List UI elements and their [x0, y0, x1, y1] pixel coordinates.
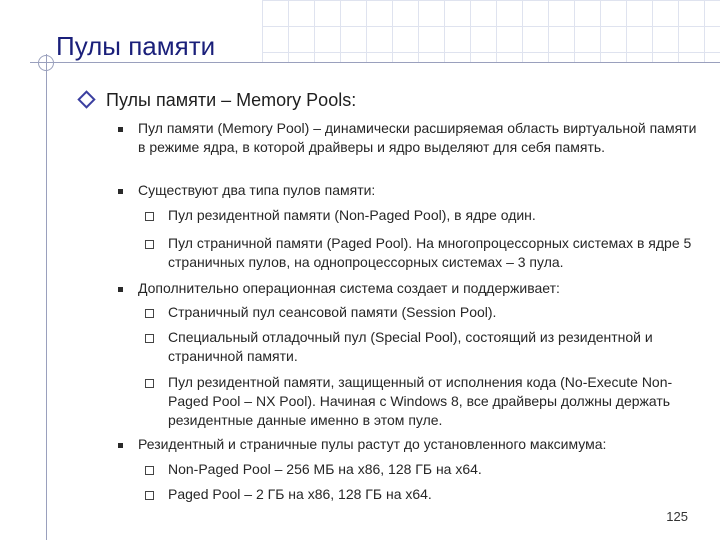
hollow-square-bullet-icon	[145, 212, 154, 221]
sub-list-item: Paged Pool – 2 ГБ на x86, 128 ГБ на x64.	[168, 486, 432, 502]
hollow-square-bullet-icon	[145, 466, 154, 475]
square-bullet-icon	[118, 127, 123, 132]
hollow-square-bullet-icon	[145, 334, 154, 343]
square-bullet-icon	[118, 189, 123, 194]
sub-list-item: Специальный отладочный пул (Special Pool), состоящий из резидентной и страничной памяти.	[168, 329, 653, 364]
hollow-square-bullet-icon	[145, 240, 154, 249]
decorative-grid	[262, 0, 720, 62]
sub-list-item: Пул страничной памяти (Paged Pool). На многопроцессорных системах в ядре 5 страничных пулов, на однопроцессорных системах – 3 пула.	[168, 235, 692, 270]
list-item: Существуют два типа пулов памяти:	[138, 182, 376, 198]
slide-title: Пулы памяти	[56, 31, 216, 61]
page-number: 125	[666, 509, 688, 524]
sub-list-item: Пул резидентной памяти, защищенный от исполнения кода (No-Execute Non-Paged Pool – NX Pool). Начиная с Windows 8, все драйверы должны держать резидентные данные именно в этом пуле.	[168, 374, 673, 428]
square-bullet-icon	[118, 287, 123, 292]
list-item: Резидентный и страничные пулы растут до установленного максимума:	[138, 436, 607, 452]
title-underline	[30, 62, 720, 63]
hollow-square-bullet-icon	[145, 379, 154, 388]
slide-heading: Пулы памяти – Memory Pools:	[106, 90, 357, 110]
square-bullet-icon	[118, 443, 123, 448]
sub-list-item: Non-Paged Pool – 256 МБ на x86, 128 ГБ на x64.	[168, 461, 482, 477]
sub-list-item: Пул резидентной памяти (Non-Paged Pool), в ядре один.	[168, 207, 536, 223]
list-item: Дополнительно операционная система создает и поддерживает:	[138, 280, 560, 296]
corner-circle-decoration	[38, 55, 54, 71]
sub-list-item: Страничный пул сеансовой памяти (Session Pool).	[168, 304, 497, 320]
hollow-square-bullet-icon	[145, 309, 154, 318]
hollow-square-bullet-icon	[145, 491, 154, 500]
list-item: Пул памяти (Memory Pool) – динамически расширяемая область виртуальной памяти в режиме ядра, в которой драйверы и ядро выделяют для себя память.	[138, 120, 697, 155]
diamond-bullet-icon	[77, 90, 95, 108]
left-margin-line	[46, 54, 47, 540]
